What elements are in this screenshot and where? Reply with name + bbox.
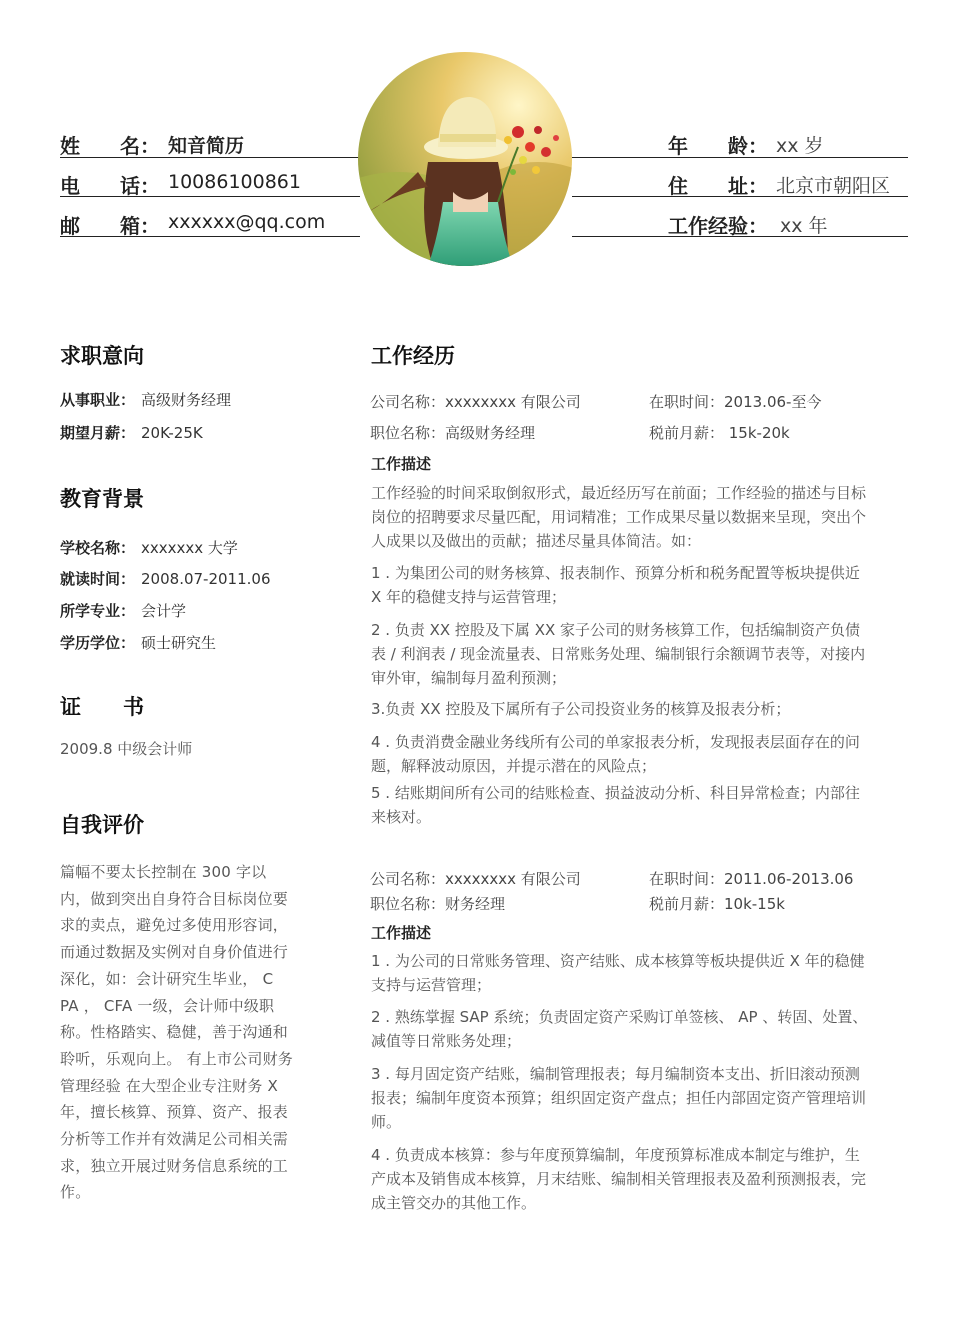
education-major-label: 所学专业： <box>60 602 136 620</box>
self-eval-line: 称。性格踏实、稳健，善于沟通和 <box>60 1023 289 1042</box>
education-title: 教育背景 <box>60 487 144 511</box>
job-salary: 税前月薪：10k-15k <box>649 895 785 913</box>
intent-salary-label: 期望月薪： <box>60 424 136 442</box>
intent-occupation-value: 高级财务经理 <box>141 391 232 409</box>
job-desc-paragraph <box>371 481 911 553</box>
job-desc-line: 1 . 为公司的日常账务管理、资产结账、成本核算等板块提供近 X 年的稳健 <box>371 952 865 970</box>
self-eval-line: 求，独立开展过财务信息系统的工 <box>60 1156 289 1175</box>
job-desc-line: 2 . 负责 XX 控股及下属 XX 家子公司的财务核算工作，包括编制资产负债 <box>371 621 861 639</box>
job-desc-paragraph <box>371 1005 911 1053</box>
job-desc-line: 岗位的招聘要求尽量匹配，用词精准；工作成果尽量以数据来呈现，突出个 <box>371 508 867 526</box>
intent-occupation-label: 从事职业： <box>60 391 136 409</box>
job-desc-line: 来核对。 <box>371 808 432 826</box>
job-desc-line: X 年的稳健支持与运营管理； <box>371 588 567 606</box>
job-desc-line: 4 . 负责消费金融业务线所有公司的单家报表分析，发现报表层面存在的问 <box>371 733 860 751</box>
job-desc-line: 工作经验的时间采取倒叙形式，最近经历写在前面；工作经验的描述与目标 <box>371 484 867 502</box>
job-salary: 税前月薪： 15k-20k <box>649 424 790 442</box>
phone-label: 电 话： <box>60 174 160 198</box>
education-period <box>60 568 271 589</box>
intent-salary <box>60 422 203 443</box>
education-period-value: 2008.07-2011.06 <box>141 570 271 588</box>
work-title: 工作经历 <box>371 344 455 368</box>
job-desc-paragraph <box>371 949 911 997</box>
job-desc-line: 3 . 每月固定资产结账，编制管理报表；每月编制资本支出、折旧滚动预测 <box>371 1065 860 1083</box>
job-desc-title: 工作描述 <box>371 924 432 942</box>
age-label: 年 龄： <box>668 134 768 158</box>
education-school <box>60 537 238 558</box>
self-eval-line: 作。 <box>60 1183 91 1202</box>
name-value: 知音简历 <box>168 135 245 157</box>
job-desc-line: 减值等日常账务处理； <box>371 1032 522 1050</box>
certificate-item: 2009.8 中级会计师 <box>60 740 193 758</box>
job-desc-line: 表 / 利润表 / 现金流量表、日常账务处理、编制银行余额调节表等，对接内 <box>371 645 866 663</box>
email-label: 邮 箱： <box>60 214 160 238</box>
education-period-label: 就读时间： <box>60 570 136 588</box>
self-eval-line: 管理经验 在大型企业专注财务 X <box>60 1076 279 1095</box>
education-degree <box>60 632 216 653</box>
education-major <box>60 600 186 621</box>
job-position: 职位名称：高级财务经理 <box>370 424 536 442</box>
job-desc-paragraph <box>371 561 911 609</box>
self-eval-line: 而通过数据及实例对自身价值进行 <box>60 943 289 962</box>
job-desc-line: 人成果以及做出的贡献；描述尽量具体简洁。如： <box>371 532 702 550</box>
job-desc-line: 3.负责 XX 控股及下属所有子公司投资业务的核算及报表分析； <box>371 700 791 718</box>
self-eval-line: 深化，如：会计研究生毕业， C <box>60 969 274 988</box>
self-eval-line: 分析等工作并有效满足公司相关需 <box>60 1130 289 1149</box>
self-eval-line: PA ， CFA 一级，会计师中级职 <box>60 996 275 1015</box>
job-position: 职位名称：财务经理 <box>370 895 506 913</box>
phone-value: 10086100861 <box>168 171 301 193</box>
email-value: xxxxxx@qq.com <box>168 211 326 233</box>
education-degree-label: 学历学位： <box>60 634 136 652</box>
intent-occupation <box>60 389 231 410</box>
self-eval-line: 年，擅长核算、预算、资产、报表 <box>60 1103 289 1122</box>
experience-value: xx 年 <box>780 215 828 237</box>
job-period: 在职时间：2013.06-至今 <box>649 393 822 411</box>
job-desc-paragraph <box>371 1062 911 1134</box>
job-desc-line: 成主管交办的其他工作。 <box>371 1194 537 1212</box>
job-company: 公司名称：xxxxxxxx 有限公司 <box>370 870 581 888</box>
experience-label: 工作经验： <box>668 214 768 238</box>
self-eval-line: 内，做到突出自身符合目标岗位要 <box>60 889 289 908</box>
job-desc-paragraph <box>371 781 911 829</box>
job-desc-line: 题，解释波动原因，并提示潜在的风险点； <box>371 757 657 775</box>
address-label: 住 址： <box>668 174 768 198</box>
self-eval-line: 求的卖点，避免过多使用形容词， <box>60 916 289 935</box>
job-desc-title: 工作描述 <box>371 455 432 473</box>
certificate-title: 证 书 <box>60 695 144 719</box>
job-desc-paragraph <box>371 618 911 690</box>
job-company: 公司名称：xxxxxxxx 有限公司 <box>370 393 581 411</box>
intent-title: 求职意向 <box>60 344 144 368</box>
job-desc-line: 报表；编制年度资本预算；组织固定资产盘点；担任内部固定资产管理培训 <box>371 1089 867 1107</box>
self-eval-line: 篇幅不要太长控制在 300 字以 <box>60 863 267 881</box>
job-desc-line: 1 . 为集团公司的财务核算、报表制作、预算分析和税务配置等板块提供近 <box>371 564 860 582</box>
job-desc-line: 师。 <box>371 1113 402 1131</box>
self-eval-line: 聆听，乐观向上。 有上市公司财务 <box>60 1049 293 1068</box>
name-label: 姓 名： <box>60 134 160 158</box>
education-school-value: xxxxxxx 大学 <box>141 539 238 557</box>
avatar <box>358 52 572 266</box>
job-desc-paragraph <box>371 697 911 721</box>
self-eval-text <box>60 859 318 1206</box>
job-desc-line: 4 . 负责成本核算：参与年度预算编制，年度预算标准成本制定与维护，生 <box>371 1146 860 1164</box>
avatar-illustration <box>358 52 572 266</box>
job-desc-line: 5 . 结账期间所有公司的结账检查、损益波动分析、科目异常检查；内部往 <box>371 784 860 802</box>
job-desc-paragraph <box>371 730 911 778</box>
education-school-label: 学校名称： <box>60 539 136 557</box>
job-desc-line: 2 . 熟练掌握 SAP 系统；负责固定资产采购订单签核、 AP 、转固、处置、 <box>371 1008 868 1026</box>
intent-salary-value: 20K-25K <box>141 424 203 442</box>
job-desc-line: 审外审，编制每月盈利预测； <box>371 669 567 687</box>
job-desc-line: 产成本及销售成本核算，月末结账、编制相关管理报表及盈利预测报表，完 <box>371 1170 867 1188</box>
self-eval-title: 自我评价 <box>60 813 144 837</box>
education-major-value: 会计学 <box>141 602 187 620</box>
address-value: 北京市朝阳区 <box>776 175 891 197</box>
education-degree-value: 硕士研究生 <box>141 634 217 652</box>
job-period: 在职时间：2011.06-2013.06 <box>649 870 854 888</box>
job-desc-line: 支持与运营管理； <box>371 976 492 994</box>
job-desc-paragraph <box>371 1143 911 1215</box>
age-value: xx 岁 <box>776 135 824 157</box>
